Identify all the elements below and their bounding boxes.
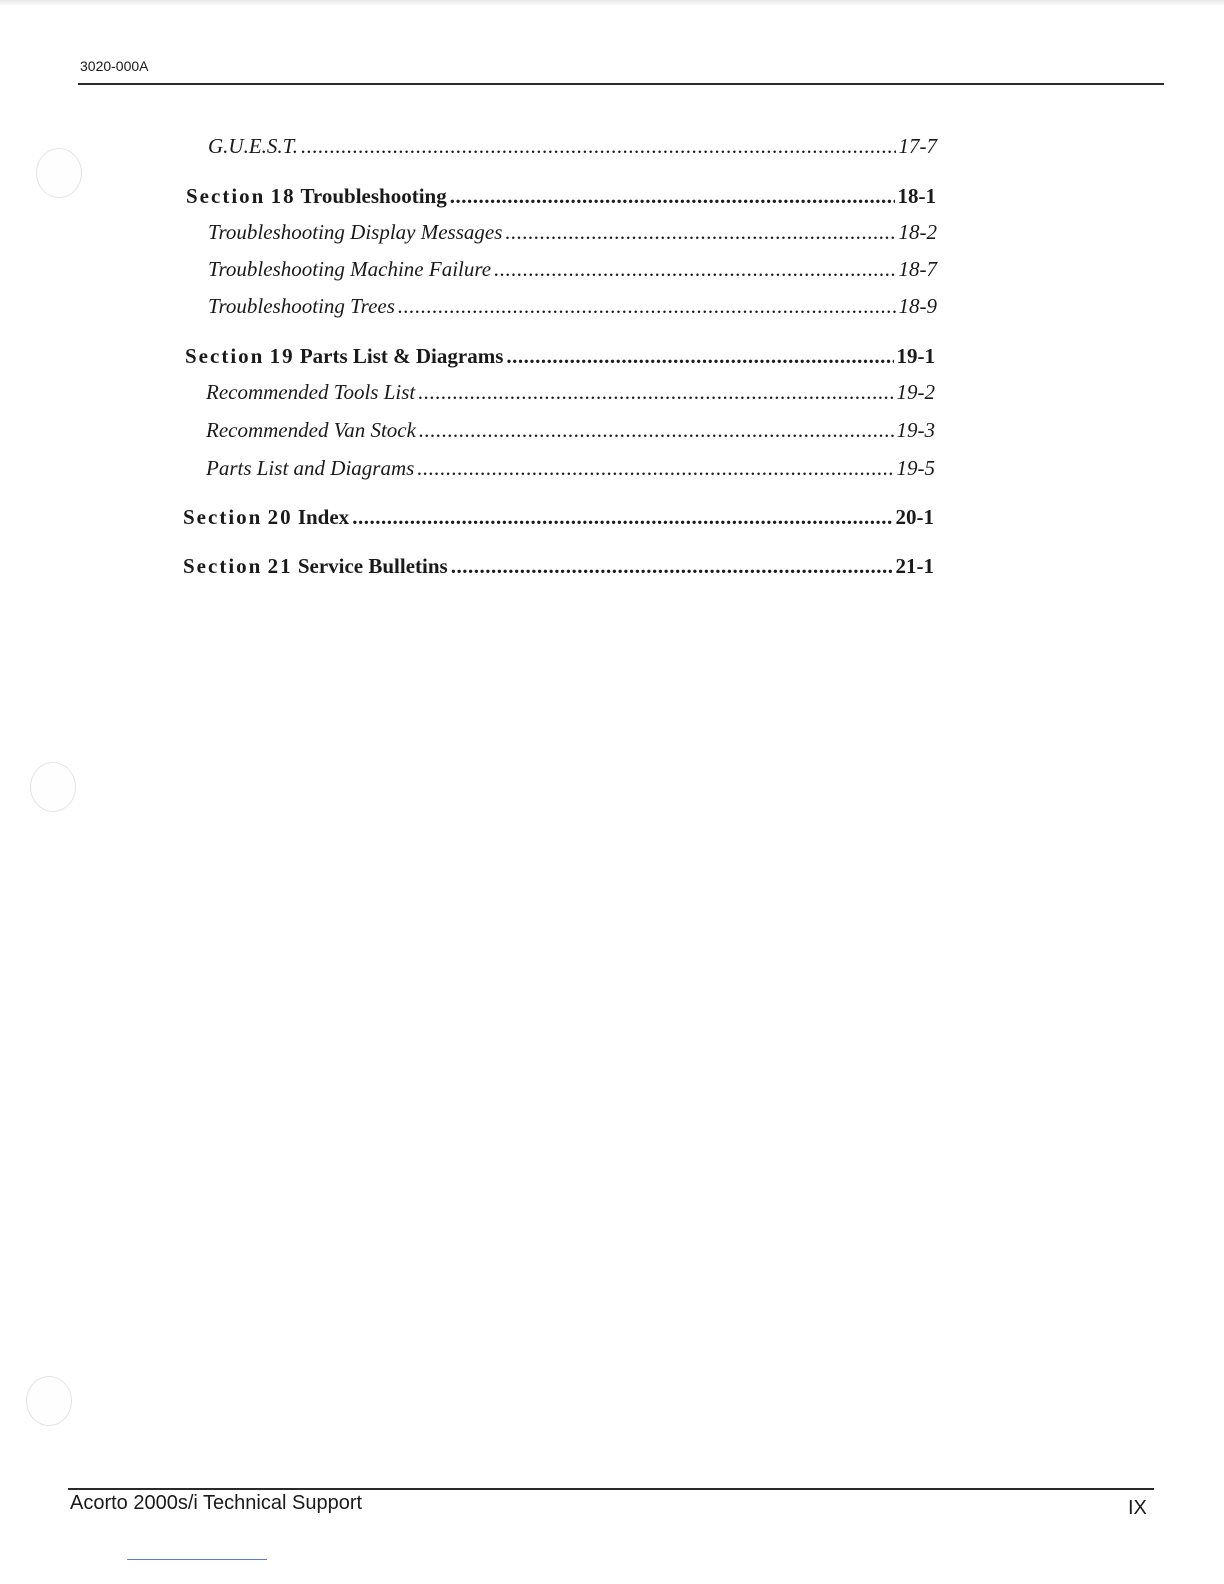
section-title: Index — [297, 505, 350, 529]
toc-section-label — [183, 554, 448, 579]
toc-section-18[interactable] — [186, 184, 936, 209]
toc-entry-guest[interactable] — [208, 134, 937, 159]
section-number: 19 — [269, 344, 295, 368]
section-word: Section — [183, 505, 263, 529]
toc-section-19[interactable] — [185, 344, 935, 369]
section-title: Troubleshooting — [300, 184, 447, 208]
section-number: 20 — [267, 505, 293, 529]
toc-entry-page: 18-1 — [897, 184, 936, 208]
toc-section-20[interactable] — [183, 505, 934, 530]
footer-page-number: IX — [1128, 1497, 1147, 1519]
dot-leader — [419, 418, 894, 443]
header-rule — [78, 83, 1164, 85]
toc-entry-label: Troubleshooting Display Messages — [208, 220, 503, 244]
toc-entry-page: 21-1 — [895, 554, 934, 578]
section-number: 18 — [270, 184, 296, 208]
toc-entry-van-stock[interactable] — [206, 418, 935, 443]
toc-section-21[interactable] — [183, 554, 934, 579]
dot-leader — [506, 344, 893, 369]
toc-entry-page: 19-3 — [896, 418, 935, 442]
toc-entry-machine-failure[interactable] — [208, 257, 937, 282]
toc-section-label — [186, 184, 447, 209]
dot-leader — [418, 380, 893, 405]
dot-leader — [417, 456, 893, 481]
toc-entry-label: Parts List and Diagrams — [206, 456, 415, 480]
toc-entry-page: 20-1 — [895, 505, 934, 529]
toc-entry-label: Recommended Tools List — [206, 380, 416, 404]
section-word: Section — [186, 184, 266, 208]
section-word: Section — [183, 554, 263, 578]
dot-leader — [494, 257, 895, 282]
toc-entry-label: G.U.E.S.T. — [208, 134, 299, 158]
section-title: Parts List & Diagrams — [299, 344, 504, 368]
toc-entry-page: 19-2 — [896, 380, 935, 404]
section-word: Section — [185, 344, 265, 368]
dot-leader — [505, 220, 895, 245]
toc-entry-label: Troubleshooting Trees — [208, 294, 395, 318]
footer-rule — [68, 1488, 1154, 1490]
toc-entry-page: 19-1 — [896, 344, 935, 368]
toc-entry-label: Recommended Van Stock — [206, 418, 416, 442]
toc-entry-page: 18-2 — [898, 220, 937, 244]
toc-entry-tools-list[interactable] — [206, 380, 935, 405]
footer-title: Acorto 2000s/i Technical Support — [70, 1492, 363, 1514]
dot-leader — [352, 505, 892, 530]
dot-leader — [398, 294, 896, 319]
section-number: 21 — [267, 554, 293, 578]
toc-entry-label: Troubleshooting Machine Failure — [208, 257, 492, 281]
toc-section-label — [183, 505, 349, 530]
scan-edge-shadow — [0, 0, 1224, 6]
link-underline — [127, 1559, 267, 1560]
section-title: Service Bulletins — [297, 554, 448, 578]
dot-leader — [301, 134, 895, 159]
toc-entry-troubleshooting-trees[interactable] — [208, 294, 937, 319]
binder-hole — [26, 1376, 72, 1426]
document-number: 3020-000A — [80, 58, 149, 74]
toc-entry-display-messages[interactable] — [208, 220, 937, 245]
toc-entry-page: 18-9 — [898, 294, 937, 318]
toc-entry-parts-list-diagrams[interactable] — [206, 456, 935, 481]
dot-leader — [451, 554, 893, 579]
binder-hole — [30, 762, 76, 812]
toc-entry-page: 17-7 — [898, 134, 937, 158]
binder-hole — [36, 148, 82, 198]
toc-section-label — [185, 344, 503, 369]
toc-entry-page: 18-7 — [898, 257, 937, 281]
toc-entry-page: 19-5 — [896, 456, 935, 480]
dot-leader — [450, 184, 895, 209]
